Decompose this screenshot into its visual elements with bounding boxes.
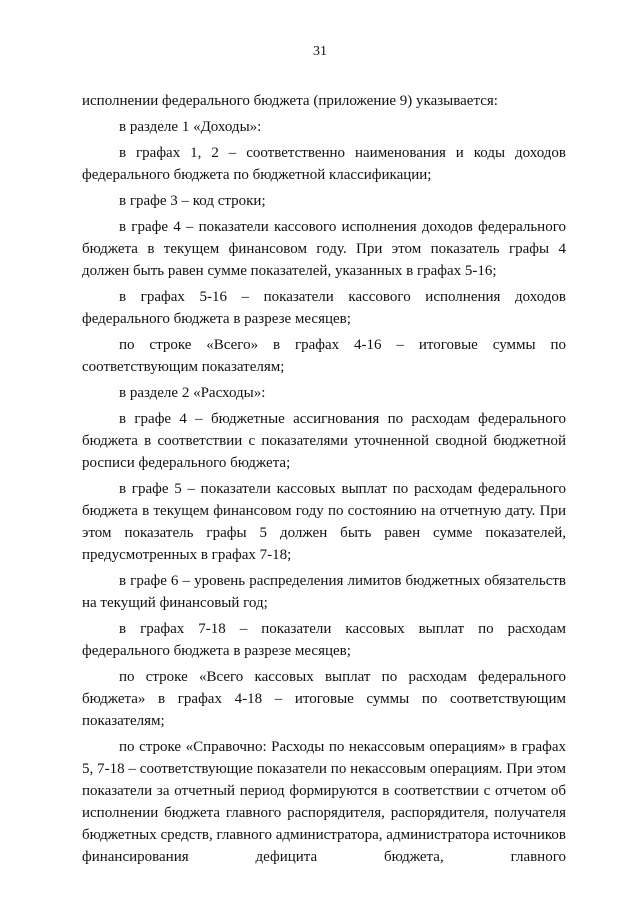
paragraph: в графе 6 – уровень распределения лимитов бюджетных обязательств на текущий финансовый год; bbox=[82, 573, 566, 611]
paragraph: по строке «Всего» в графах 4-16 – итоговые суммы по соответствующим показателям; bbox=[82, 337, 566, 375]
paragraph: в разделе 1 «Доходы»: bbox=[119, 119, 262, 135]
paragraph: в разделе 2 «Расходы»: bbox=[119, 385, 266, 401]
paragraph: в графе 4 – показатели кассового исполнения доходов федерального бюджета в текущем финансовом году. При этом показатель графы 4 должен быть равен сумме показателей, указанных в графах 5-16; bbox=[82, 219, 566, 279]
paragraph: в графах 5-16 – показатели кассового исполнения доходов федерального бюджета в разрезе месяцев; bbox=[82, 289, 566, 327]
paragraph: в графах 7-18 – показатели кассовых выплат по расходам федерального бюджета в разрезе месяцев; bbox=[82, 621, 566, 659]
document-body bbox=[82, 90, 566, 872]
page-number: 31 bbox=[313, 44, 327, 59]
paragraph: по строке «Справочно: Расходы по некассовым операциям» в графах 5, 7-18 – соответствующие показатели по некассовым операциям. При этом показатели за отчетный период формируются в соответствии с отчетом об исполнении бюджета главного распорядителя, распорядителя, получателя бюджетных средств, главного администратора, администратора источников финансирования дефицита бюджета, главного bbox=[82, 739, 566, 865]
paragraph: в графе 4 – бюджетные ассигнования по расходам федерального бюджета в соответствии с показателями уточненной сводной бюджетной росписи федерального бюджета; bbox=[82, 411, 566, 471]
paragraph: в графе 5 – показатели кассовых выплат по расходам федерального бюджета в текущем финансовом году по состоянию на отчетную дату. При этом показатель графы 5 должен быть равен сумме показателей, предусмотренных в графах 7-18; bbox=[82, 481, 566, 563]
paragraph: по строке «Всего кассовых выплат по расходам федерального бюджета» в графах 4-18 – итоговые суммы по соответствующим показателям; bbox=[82, 669, 566, 729]
paragraph: исполнении федерального бюджета (приложение 9) указывается: bbox=[82, 93, 498, 109]
paragraph: в графах 1, 2 – соответственно наименования и коды доходов федерального бюджета по бюджетной классификации; bbox=[82, 145, 566, 183]
paragraph: в графе 3 – код строки; bbox=[119, 193, 266, 209]
